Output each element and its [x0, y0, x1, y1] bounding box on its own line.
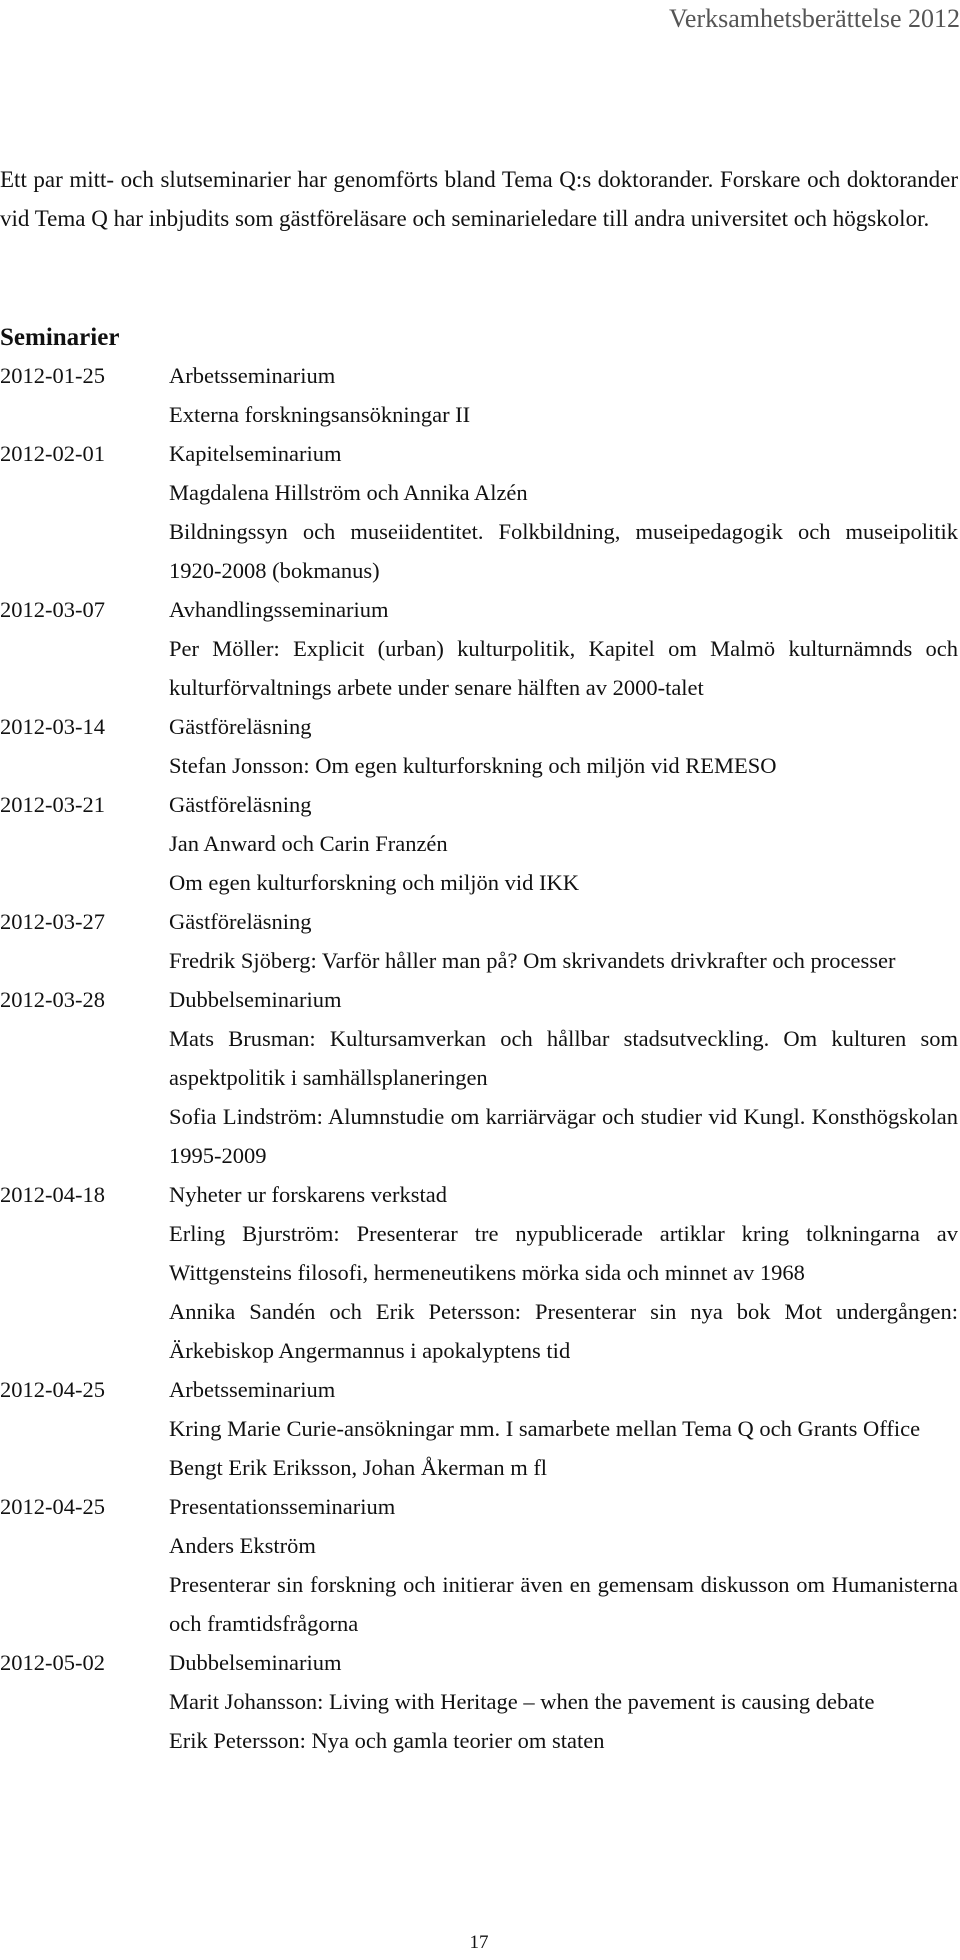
- page-number: 17: [469, 1932, 489, 1953]
- seminar-entry: [0, 1643, 958, 1760]
- seminar-description: Stefan Jonsson: Om egen kulturforskning och miljön vid REMESO: [169, 753, 777, 778]
- seminar-type: Gästföreläsning: [169, 792, 312, 817]
- seminar-type: Nyheter ur forskarens verkstad: [169, 1182, 448, 1207]
- seminar-type: Kapitelseminarium: [169, 441, 342, 466]
- seminar-description: Sofia Lindström: Alumnstudie om karriärvägar och studier vid Kungl. Konsthögskolan 1995-2009: [169, 1104, 958, 1168]
- seminar-type: Dubbelseminarium: [169, 987, 342, 1012]
- seminar-entry: [0, 1487, 958, 1643]
- seminar-type: Avhandlingsseminarium: [169, 597, 389, 622]
- seminar-type: Arbetsseminarium: [169, 363, 336, 388]
- seminar-date: 2012-04-25: [0, 1494, 105, 1519]
- seminar-details: [169, 1175, 958, 1370]
- seminar-details: [169, 434, 958, 590]
- seminar-presenters: Jan Anward och Carin Franzén: [169, 831, 448, 856]
- seminar-description: Kring Marie Curie-ansökningar mm. I samarbete mellan Tema Q och Grants Office: [169, 1416, 921, 1441]
- seminar-description: Erik Petersson: Nya och gamla teorier om staten: [169, 1728, 605, 1753]
- seminar-entry: [0, 707, 958, 785]
- seminar-presenters: Anders Ekström: [169, 1533, 316, 1558]
- seminar-date: 2012-03-21: [0, 792, 105, 817]
- seminar-description: Presenterar sin forskning och initierar även en gemensam diskusson om Humanisterna och framtidsfrågorna: [169, 1572, 958, 1636]
- seminar-type: Arbetsseminarium: [169, 1377, 336, 1402]
- seminar-description: Bildningssyn och museiidentitet. Folkbildning, museipedagogik och museipolitik 1920-2008 (bokmanus): [169, 519, 958, 583]
- seminar-list: [0, 356, 958, 1760]
- seminar-date: 2012-04-18: [0, 1182, 105, 1207]
- seminar-entry: [0, 1370, 958, 1487]
- seminar-date: 2012-03-27: [0, 909, 105, 934]
- seminar-type: Gästföreläsning: [169, 714, 312, 739]
- seminar-date: 2012-03-07: [0, 597, 105, 622]
- seminar-entry: [0, 1175, 958, 1370]
- seminar-details: [169, 1487, 958, 1643]
- seminar-date: 2012-05-02: [0, 1650, 105, 1675]
- seminar-details: [169, 590, 958, 707]
- seminar-description: Om egen kulturforskning och miljön vid IKK: [169, 870, 579, 895]
- seminar-type: Gästföreläsning: [169, 909, 312, 934]
- seminar-entry: [0, 590, 958, 707]
- seminar-type: Dubbelseminarium: [169, 1650, 342, 1675]
- seminar-details: [169, 785, 958, 902]
- seminar-description: Externa forskningsansökningar II: [169, 402, 471, 427]
- seminar-description: Marit Johansson: Living with Heritage – when the pavement is causing debate: [169, 1689, 875, 1714]
- seminar-entry: [0, 356, 958, 434]
- seminar-description: Mats Brusman: Kultursamverkan och hållbar stadsutveckling. Om kulturen som aspektpolitik i samhällsplaneringen: [169, 1026, 958, 1090]
- seminar-entry: [0, 785, 958, 902]
- seminar-date: 2012-03-14: [0, 714, 105, 739]
- seminar-date: 2012-03-28: [0, 987, 105, 1012]
- seminar-entry: [0, 902, 958, 980]
- seminar-entry: [0, 980, 958, 1175]
- seminar-date: 2012-04-25: [0, 1377, 105, 1402]
- seminar-description: Fredrik Sjöberg: Varför håller man på? Om skrivandets drivkrafter och processer: [169, 948, 896, 973]
- intro-paragraph: Ett par mitt- och slutseminarier har genomförts bland Tema Q:s doktorander. Forskare och doktorander vid Tema Q har inbjudits som gästföreläsare och seminarieledare till andra universitet och högskolor.: [0, 167, 958, 231]
- seminar-date: 2012-02-01: [0, 441, 105, 466]
- running-header: Verksamhetsberättelse 2012: [669, 4, 960, 33]
- seminar-presenters: Bengt Erik Eriksson, Johan Åkerman m fl: [169, 1455, 548, 1480]
- seminar-description: Per Möller: Explicit (urban) kulturpolitik, Kapitel om Malmö kulturnämnds och kulturförvaltnings arbete under senare hälften av 2000-talet: [169, 636, 958, 700]
- seminar-details: [169, 902, 958, 980]
- seminar-details: [169, 1643, 958, 1760]
- seminar-type: Presentationsseminarium: [169, 1494, 396, 1519]
- seminar-date: 2012-01-25: [0, 363, 105, 388]
- seminar-presenters: Magdalena Hillström och Annika Alzén: [169, 480, 528, 505]
- seminar-details: [169, 980, 958, 1175]
- seminar-details: [169, 356, 958, 434]
- seminar-details: [169, 707, 958, 785]
- section-heading: Seminarier: [0, 324, 120, 351]
- seminar-description: Erling Bjurström: Presenterar tre nypublicerade artiklar kring tolkningarna av Wittgensteins filosofi, hermeneutikens mörka sida och minnet av 1968: [169, 1221, 958, 1285]
- seminar-details: [169, 1370, 958, 1487]
- seminar-entry: [0, 434, 958, 590]
- seminar-description: Annika Sandén och Erik Petersson: Presenterar sin nya bok Mot undergången: Ärkebiskop Angermannus i apokalyptens tid: [169, 1299, 958, 1363]
